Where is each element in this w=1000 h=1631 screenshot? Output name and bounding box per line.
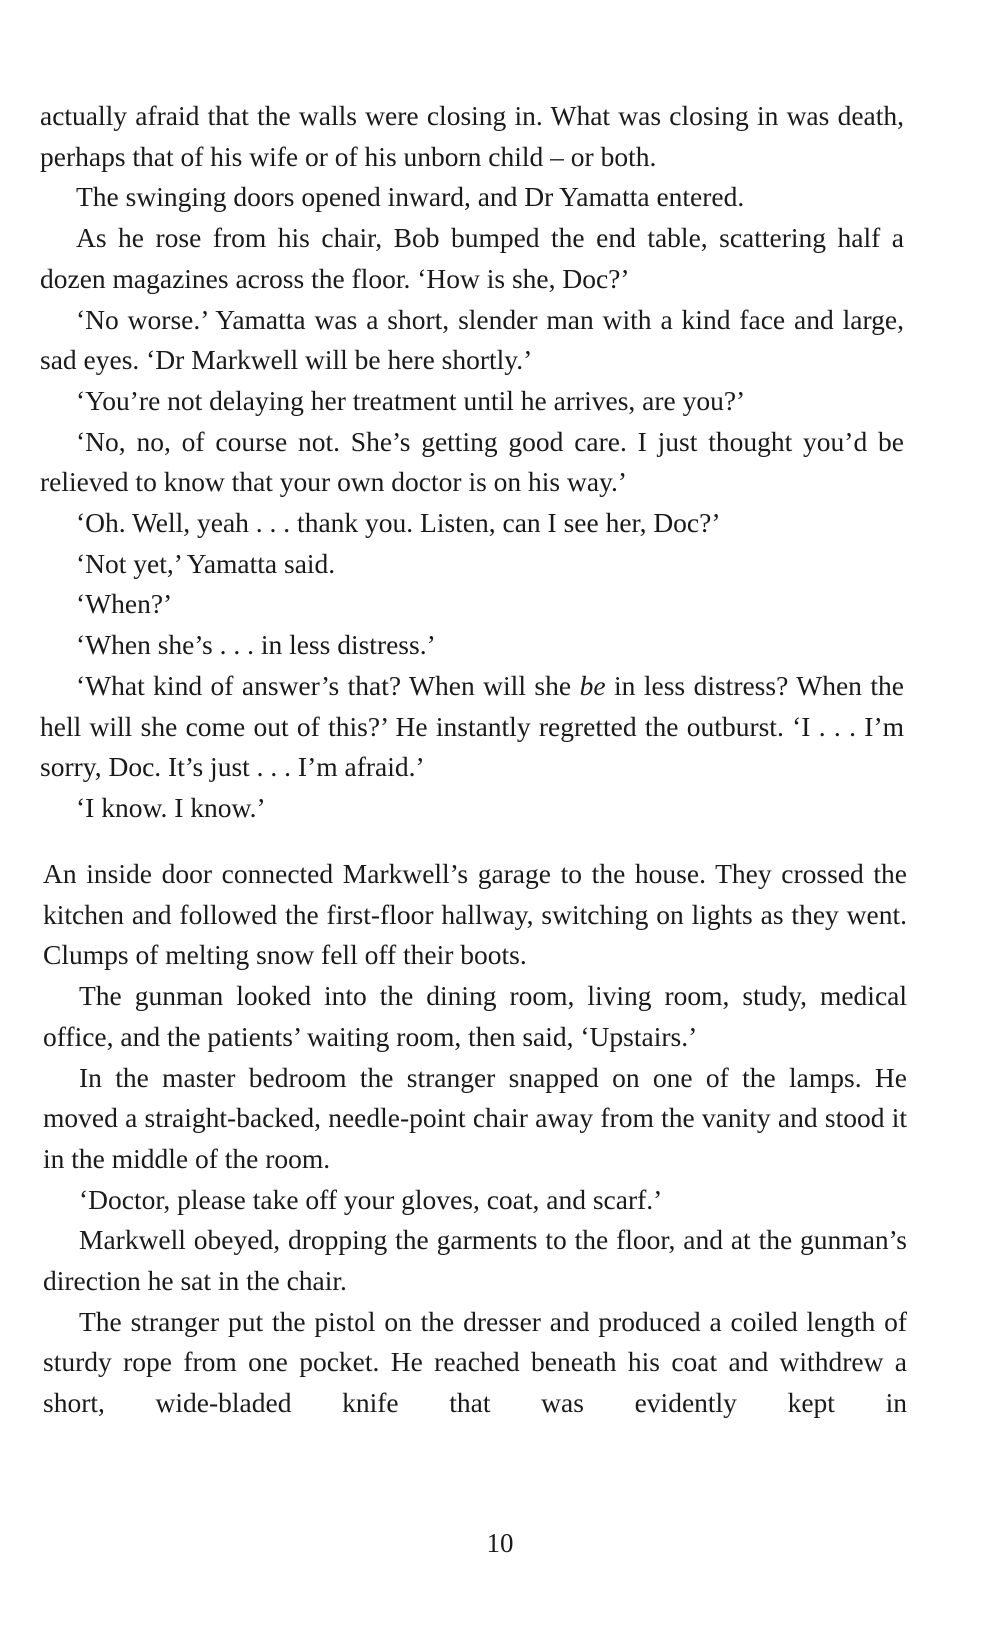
paragraph: ‘When she’s . . . in less distress.’ — [76, 629, 436, 661]
paragraph: In the master bedroom the stranger snapped on one of the lamps. He moved a straight-backed, needle-point chair away from the vanity and stood it in the middle of the room. — [43, 1061, 907, 1174]
text-section-two — [43, 854, 907, 1424]
paragraph: ‘When?’ — [76, 588, 173, 620]
paragraph: ‘Doctor, please take off your gloves, coat, and scarf.’ — [79, 1183, 663, 1215]
paragraph: ‘Oh. Well, yeah . . . thank you. Listen, can I see her, Doc?’ — [76, 507, 721, 539]
emphasis-run: be — [579, 669, 606, 701]
paragraph: ‘No, no, of course not. She’s getting good care. I just thought you’d be relieved to know that your own doctor is on his way.’ — [40, 425, 904, 498]
paragraph-with-emphasis — [40, 666, 904, 788]
paragraph: An inside door connected Markwell’s garage to the house. They crossed the kitchen and followed the first-floor hallway, switching on lights as they went. Clumps of melting snow fell off their boots. — [43, 858, 907, 971]
paragraph: ‘No worse.’ Yamatta was a short, slender man with a kind face and large, sad eyes. ‘Dr Markwell will be here shortly.’ — [40, 303, 904, 376]
paragraph: ‘You’re not delaying her treatment until he arrives, are you?’ — [76, 384, 746, 416]
paragraph: ‘Not yet,’ Yamatta said. — [76, 547, 336, 579]
paragraph: The swinging doors opened inward, and Dr Yamatta entered. — [76, 181, 745, 213]
text-run: in less distress? When the hell will she come out of this?’ He instantly regretted the outburst. ‘I . . . I’m sorry, Doc. It’s just . . . I’m afraid.’ — [40, 669, 904, 783]
text-section-one — [40, 96, 904, 829]
page-number: 10 — [486, 1528, 514, 1558]
paragraph: The gunman looked into the dining room, living room, study, medical office, and the patients’ waiting room, then said, ‘Upstairs.’ — [43, 980, 907, 1052]
text-run: ‘What kind of answer’s that? When will she — [76, 669, 580, 701]
paragraph: actually afraid that the walls were closing in. What was closing in was death, perhaps that of his wife or of his unborn child – or both. — [40, 100, 904, 172]
paragraph: The stranger put the pistol on the dresser and produced a coiled length of sturdy rope from one pocket. He reached beneath his coat and withdrew a short, wide-bladed knife that was evidently kept in — [43, 1305, 907, 1419]
paragraph: Markwell obeyed, dropping the garments to the floor, and at the gunman’s direction he sat in the chair. — [43, 1224, 907, 1297]
paragraph: As he rose from his chair, Bob bumped the end table, scattering half a dozen magazines across the floor. ‘How is she, Doc?’ — [40, 222, 904, 294]
paragraph: ‘I know. I know.’ — [76, 791, 266, 823]
